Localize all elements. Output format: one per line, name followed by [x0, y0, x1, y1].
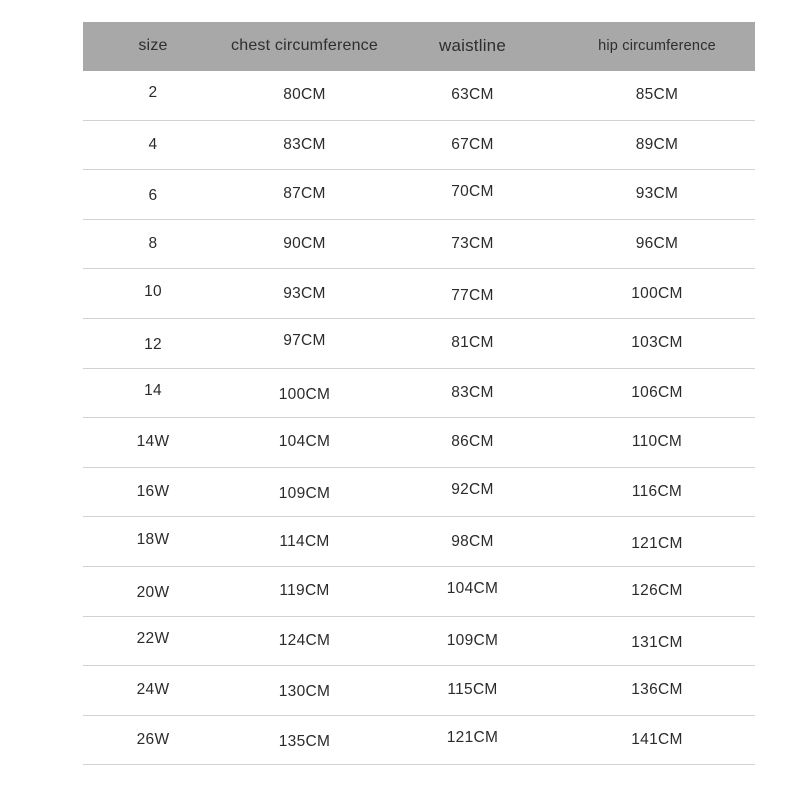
cell-chest: 104CM [223, 418, 386, 468]
cell-chest: 83CM [223, 120, 386, 170]
cell-chest: 119CM [223, 566, 386, 616]
cell-hip: 93CM [559, 170, 755, 220]
table-row [83, 566, 755, 616]
cell-size: 22W [83, 614, 223, 664]
cell-hip: 141CM [559, 715, 755, 765]
table-row [83, 368, 755, 418]
table-row [83, 666, 755, 716]
cell-hip: 106CM [559, 368, 755, 418]
cell-waist: 70CM [386, 168, 559, 218]
cell-waist: 86CM [386, 418, 559, 468]
cell-waist: 63CM [386, 71, 559, 120]
table-row [83, 269, 755, 319]
cell-size: 2 [83, 69, 223, 118]
cell-chest: 80CM [223, 71, 386, 120]
cell-hip: 103CM [559, 318, 755, 368]
cell-chest: 97CM [223, 316, 386, 366]
cell-hip: 89CM [559, 120, 755, 170]
table-header-row [83, 22, 755, 71]
cell-waist: 83CM [386, 368, 559, 418]
size-chart-table [83, 22, 755, 765]
cell-chest: 124CM [223, 616, 386, 666]
cell-waist: 92CM [386, 465, 559, 515]
cell-chest: 109CM [223, 469, 386, 519]
cell-waist: 81CM [386, 318, 559, 368]
cell-hip: 110CM [559, 418, 755, 468]
table-row [83, 120, 755, 170]
cell-waist: 115CM [386, 666, 559, 716]
cell-chest: 87CM [223, 170, 386, 220]
column-header-size: size [138, 37, 168, 55]
column-header-hip-circumference: hip circumference [598, 37, 716, 54]
cell-waist: 67CM [386, 120, 559, 170]
cell-waist: 73CM [386, 219, 559, 269]
cell-size: 24W [83, 666, 223, 716]
cell-hip: 126CM [559, 566, 755, 616]
table-row [83, 467, 755, 517]
cell-waist: 77CM [386, 271, 559, 321]
table-row [83, 318, 755, 368]
cell-size: 12 [83, 320, 223, 370]
column-header-chest-circumference: chest circumference [231, 37, 378, 55]
table-row [83, 715, 755, 765]
table-header [83, 22, 755, 71]
cell-size: 6 [83, 172, 223, 222]
cell-size: 14W [83, 418, 223, 468]
column-header-waistline: waistline [439, 36, 506, 56]
cell-waist: 121CM [386, 713, 559, 763]
table-row [83, 616, 755, 666]
cell-chest: 135CM [223, 717, 386, 767]
cell-size: 14 [83, 366, 223, 416]
cell-waist: 98CM [386, 517, 559, 567]
cell-chest: 93CM [223, 269, 386, 319]
cell-size: 18W [83, 515, 223, 565]
cell-chest: 114CM [223, 517, 386, 567]
cell-hip: 121CM [559, 519, 755, 569]
cell-waist: 109CM [386, 616, 559, 666]
cell-chest: 130CM [223, 668, 386, 718]
table-row [83, 517, 755, 567]
cell-waist: 104CM [386, 564, 559, 614]
cell-size: 4 [83, 120, 223, 170]
cell-chest: 100CM [223, 370, 386, 420]
table-row [83, 418, 755, 468]
table-row [83, 71, 755, 120]
cell-size: 8 [83, 219, 223, 269]
table-row [83, 170, 755, 220]
table-body [83, 71, 755, 765]
cell-hip: 136CM [559, 666, 755, 716]
table-row [83, 219, 755, 269]
cell-size: 16W [83, 467, 223, 517]
cell-chest: 90CM [223, 219, 386, 269]
cell-hip: 131CM [559, 618, 755, 668]
cell-hip: 85CM [559, 71, 755, 120]
cell-hip: 96CM [559, 219, 755, 269]
cell-size: 10 [83, 267, 223, 317]
cell-hip: 100CM [559, 269, 755, 319]
cell-hip: 116CM [559, 467, 755, 517]
cell-size: 20W [83, 568, 223, 618]
cell-size: 26W [83, 715, 223, 765]
